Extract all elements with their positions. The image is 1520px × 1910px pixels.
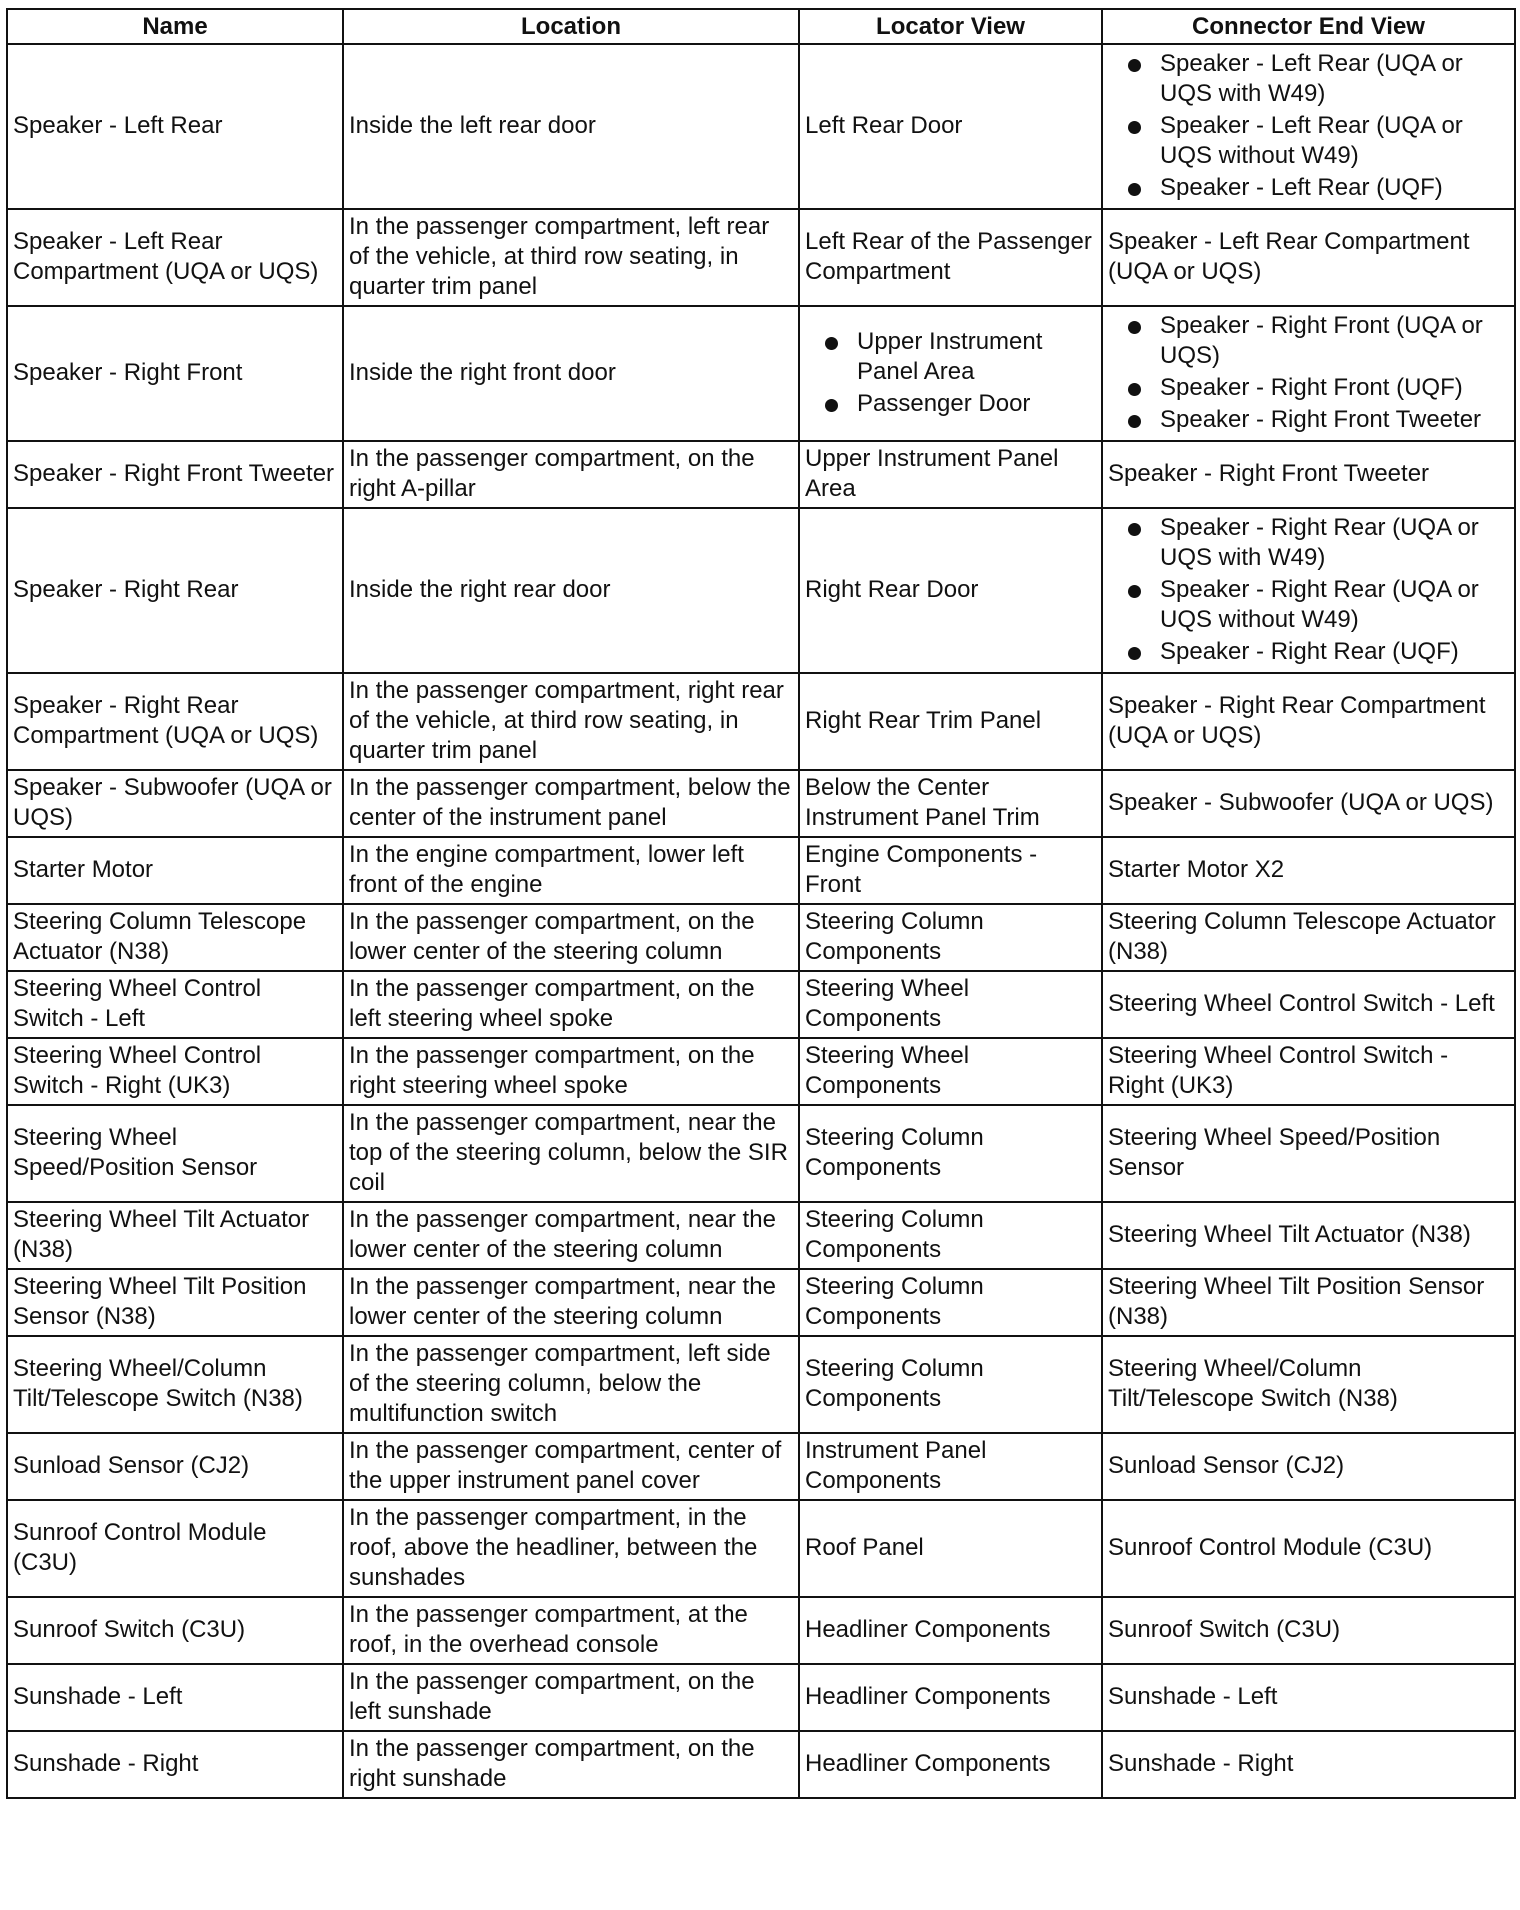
- cell-connector-end-view: Steering Wheel Speed/Position Sensor: [1102, 1105, 1515, 1202]
- cell-locator-view: Left Rear Door: [799, 44, 1102, 209]
- table-row: [7, 441, 1515, 508]
- cell-location: In the passenger compartment, right rear of the vehicle, at third row seating, in quarter trim panel: [343, 673, 799, 770]
- table-row: [7, 673, 1515, 770]
- cell-name: Speaker - Subwoofer (UQA or UQS): [7, 770, 343, 837]
- cell-name: Sunshade - Right: [7, 1731, 343, 1798]
- cell-connector-end-view: Speaker - Subwoofer (UQA or UQS): [1102, 770, 1515, 837]
- cell-name: Speaker - Right Front Tweeter: [7, 441, 343, 508]
- cell-locator-view: Right Rear Door: [799, 508, 1102, 673]
- cell-location: Inside the right rear door: [343, 508, 799, 673]
- bullet-item: Speaker - Left Rear (UQA or UQS with W49): [1160, 49, 1509, 109]
- column-header-name: Name: [7, 9, 343, 44]
- table-row: [7, 770, 1515, 837]
- cell-location: In the engine compartment, lower left front of the engine: [343, 837, 799, 904]
- cell-location: In the passenger compartment, in the roof, above the headliner, between the sunshades: [343, 1500, 799, 1597]
- cell-location: In the passenger compartment, near the top of the steering column, below the SIR coil: [343, 1105, 799, 1202]
- component-locator-table: [6, 8, 1516, 1799]
- cell-locator-view: Engine Components - Front: [799, 837, 1102, 904]
- bullet-list: [1108, 49, 1509, 203]
- cell-connector-end-view: Sunshade - Right: [1102, 1731, 1515, 1798]
- cell-locator-view: Right Rear Trim Panel: [799, 673, 1102, 770]
- cell-connector-end-view: Steering Wheel Control Switch - Left: [1102, 971, 1515, 1038]
- cell-locator-view: Headliner Components: [799, 1731, 1102, 1798]
- cell-name: Speaker - Right Front: [7, 306, 343, 441]
- bullet-list: [1108, 513, 1509, 667]
- cell-connector-end-view: Steering Column Telescope Actuator (N38): [1102, 904, 1515, 971]
- cell-name: Speaker - Right Rear: [7, 508, 343, 673]
- table-row: [7, 1336, 1515, 1433]
- cell-connector-end-view: [1102, 306, 1515, 441]
- table-row: [7, 1664, 1515, 1731]
- table-row: [7, 1433, 1515, 1500]
- table-row: [7, 1202, 1515, 1269]
- cell-name: Speaker - Right Rear Compartment (UQA or UQS): [7, 673, 343, 770]
- column-header-location: Location: [343, 9, 799, 44]
- cell-name: Steering Wheel Control Switch - Right (UK3): [7, 1038, 343, 1105]
- cell-locator-view: Steering Wheel Components: [799, 1038, 1102, 1105]
- table-header-row: [7, 9, 1515, 44]
- table-row: [7, 1500, 1515, 1597]
- bullet-list: [805, 327, 1096, 419]
- bullet-list: [1108, 311, 1509, 435]
- cell-locator-view: Left Rear of the Passenger Compartment: [799, 209, 1102, 306]
- table-row: [7, 508, 1515, 673]
- cell-connector-end-view: Steering Wheel/Column Tilt/Telescope Switch (N38): [1102, 1336, 1515, 1433]
- cell-connector-end-view: Starter Motor X2: [1102, 837, 1515, 904]
- table-row: [7, 209, 1515, 306]
- cell-connector-end-view: [1102, 44, 1515, 209]
- cell-connector-end-view: Sunload Sensor (CJ2): [1102, 1433, 1515, 1500]
- bullet-item: Speaker - Right Front Tweeter: [1160, 405, 1509, 435]
- cell-locator-view: Steering Column Components: [799, 1269, 1102, 1336]
- cell-connector-end-view: Steering Wheel Control Switch - Right (UK3): [1102, 1038, 1515, 1105]
- table-row: [7, 837, 1515, 904]
- component-locator-sheet: [6, 8, 1514, 1799]
- cell-name: Sunload Sensor (CJ2): [7, 1433, 343, 1500]
- cell-locator-view: Steering Column Components: [799, 1336, 1102, 1433]
- table-body: [7, 44, 1515, 1798]
- cell-locator-view: Steering Wheel Components: [799, 971, 1102, 1038]
- bullet-item: Speaker - Left Rear (UQF): [1160, 173, 1509, 203]
- cell-name: Steering Wheel/Column Tilt/Telescope Switch (N38): [7, 1336, 343, 1433]
- table-row: [7, 1731, 1515, 1798]
- cell-locator-view: [799, 306, 1102, 441]
- table-row: [7, 1597, 1515, 1664]
- bullet-item: Speaker - Right Rear (UQF): [1160, 637, 1509, 667]
- cell-location: In the passenger compartment, left rear of the vehicle, at third row seating, in quarter trim panel: [343, 209, 799, 306]
- cell-location: In the passenger compartment, left side of the steering column, below the multifunction switch: [343, 1336, 799, 1433]
- cell-name: Sunroof Control Module (C3U): [7, 1500, 343, 1597]
- table-row: [7, 1105, 1515, 1202]
- cell-locator-view: Roof Panel: [799, 1500, 1102, 1597]
- table-row: [7, 904, 1515, 971]
- cell-connector-end-view: Sunroof Switch (C3U): [1102, 1597, 1515, 1664]
- cell-location: In the passenger compartment, at the roof, in the overhead console: [343, 1597, 799, 1664]
- cell-connector-end-view: Speaker - Right Rear Compartment (UQA or UQS): [1102, 673, 1515, 770]
- cell-connector-end-view: Speaker - Left Rear Compartment (UQA or UQS): [1102, 209, 1515, 306]
- cell-connector-end-view: Speaker - Right Front Tweeter: [1102, 441, 1515, 508]
- cell-location: Inside the left rear door: [343, 44, 799, 209]
- cell-name: Sunroof Switch (C3U): [7, 1597, 343, 1664]
- bullet-item: Speaker - Right Front (UQF): [1160, 373, 1509, 403]
- cell-location: In the passenger compartment, near the lower center of the steering column: [343, 1269, 799, 1336]
- table-row: [7, 44, 1515, 209]
- cell-locator-view: Headliner Components: [799, 1597, 1102, 1664]
- cell-locator-view: Steering Column Components: [799, 1202, 1102, 1269]
- cell-locator-view: Upper Instrument Panel Area: [799, 441, 1102, 508]
- bullet-item: Speaker - Right Front (UQA or UQS): [1160, 311, 1509, 371]
- cell-connector-end-view: Sunshade - Left: [1102, 1664, 1515, 1731]
- bullet-item: Speaker - Left Rear (UQA or UQS without W49): [1160, 111, 1509, 171]
- table-row: [7, 306, 1515, 441]
- cell-name: Starter Motor: [7, 837, 343, 904]
- cell-connector-end-view: Steering Wheel Tilt Position Sensor (N38): [1102, 1269, 1515, 1336]
- cell-name: Steering Wheel Speed/Position Sensor: [7, 1105, 343, 1202]
- column-header-connector-end-view: Connector End View: [1102, 9, 1515, 44]
- cell-locator-view: Instrument Panel Components: [799, 1433, 1102, 1500]
- cell-location: In the passenger compartment, on the right steering wheel spoke: [343, 1038, 799, 1105]
- cell-connector-end-view: Sunroof Control Module (C3U): [1102, 1500, 1515, 1597]
- cell-location: Inside the right front door: [343, 306, 799, 441]
- cell-connector-end-view: [1102, 508, 1515, 673]
- cell-location: In the passenger compartment, near the lower center of the steering column: [343, 1202, 799, 1269]
- bullet-item: Upper Instrument Panel Area: [857, 327, 1096, 387]
- cell-location: In the passenger compartment, on the lower center of the steering column: [343, 904, 799, 971]
- cell-name: Speaker - Left Rear: [7, 44, 343, 209]
- bullet-item: Speaker - Right Rear (UQA or UQS with W49): [1160, 513, 1509, 573]
- column-header-locator-view: Locator View: [799, 9, 1102, 44]
- cell-locator-view: Headliner Components: [799, 1664, 1102, 1731]
- cell-location: In the passenger compartment, on the left sunshade: [343, 1664, 799, 1731]
- table-row: [7, 1038, 1515, 1105]
- cell-location: In the passenger compartment, center of the upper instrument panel cover: [343, 1433, 799, 1500]
- bullet-item: Passenger Door: [857, 389, 1096, 419]
- cell-name: Steering Wheel Tilt Position Sensor (N38): [7, 1269, 343, 1336]
- cell-locator-view: Steering Column Components: [799, 904, 1102, 971]
- table-row: [7, 971, 1515, 1038]
- cell-locator-view: Steering Column Components: [799, 1105, 1102, 1202]
- cell-location: In the passenger compartment, below the center of the instrument panel: [343, 770, 799, 837]
- cell-location: In the passenger compartment, on the right A-pillar: [343, 441, 799, 508]
- cell-name: Steering Wheel Tilt Actuator (N38): [7, 1202, 343, 1269]
- cell-name: Sunshade - Left: [7, 1664, 343, 1731]
- cell-name: Steering Column Telescope Actuator (N38): [7, 904, 343, 971]
- cell-connector-end-view: Steering Wheel Tilt Actuator (N38): [1102, 1202, 1515, 1269]
- cell-location: In the passenger compartment, on the right sunshade: [343, 1731, 799, 1798]
- bullet-item: Speaker - Right Rear (UQA or UQS without W49): [1160, 575, 1509, 635]
- cell-name: Steering Wheel Control Switch - Left: [7, 971, 343, 1038]
- table-row: [7, 1269, 1515, 1336]
- cell-locator-view: Below the Center Instrument Panel Trim: [799, 770, 1102, 837]
- cell-location: In the passenger compartment, on the left steering wheel spoke: [343, 971, 799, 1038]
- cell-name: Speaker - Left Rear Compartment (UQA or UQS): [7, 209, 343, 306]
